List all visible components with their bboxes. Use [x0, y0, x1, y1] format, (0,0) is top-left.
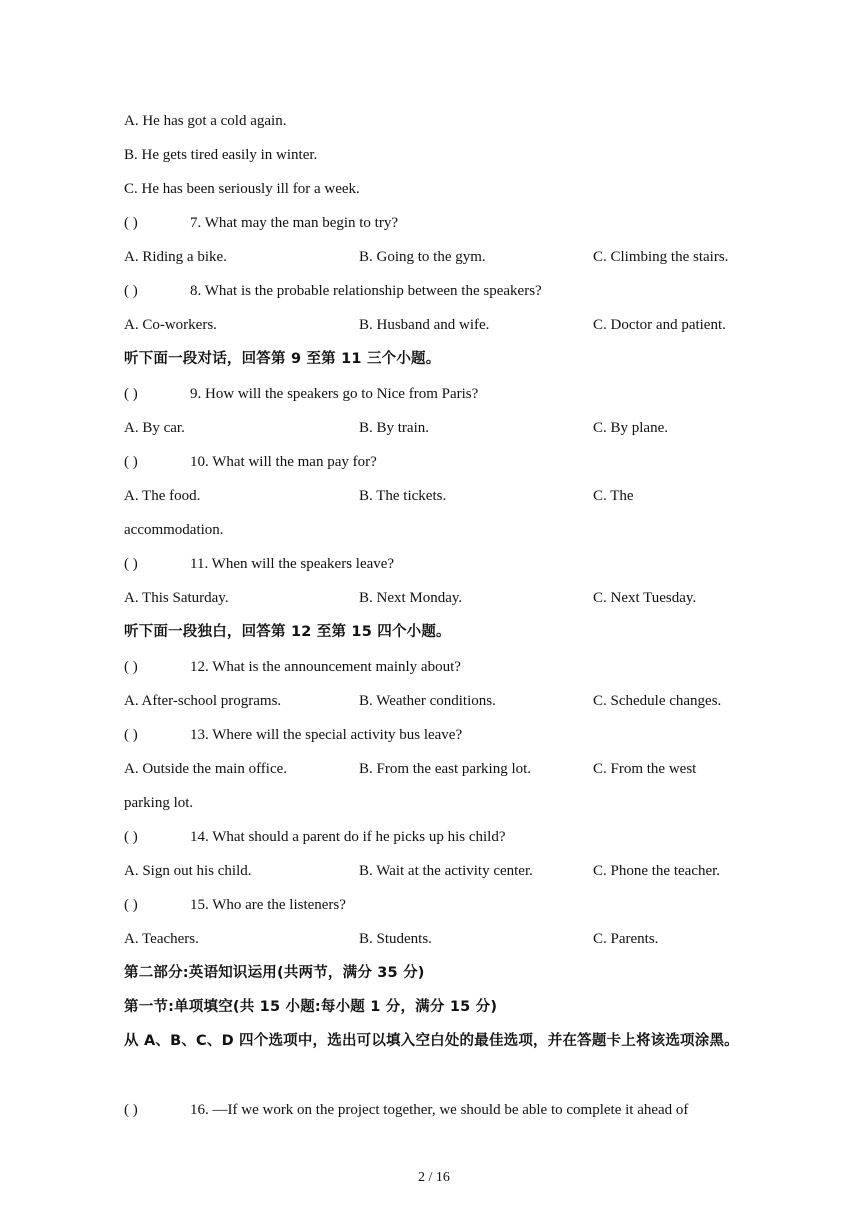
q8-option-a: A. Co-workers.	[124, 317, 217, 333]
q7-option-b: B. Going to the gym.	[359, 249, 486, 265]
q10-option-a: A. The food.	[124, 488, 201, 504]
q10-option-b: B. The tickets.	[359, 488, 447, 504]
answer-blank: ( )	[124, 829, 138, 845]
q9-stem: ( ) 9. How will the speakers go to Nice from Paris?	[124, 386, 479, 402]
q12-option-b: B. Weather conditions.	[359, 693, 496, 709]
part2-instruction: 从 A、B、C、D 四个选项中，选出可以填入空白处的最佳选项，并在答题卡上将该选项涂黑。	[124, 1033, 739, 1049]
answer-blank: ( )	[124, 454, 138, 470]
q8-option-c: C. Doctor and patient.	[593, 317, 726, 333]
q11-option-b: B. Next Monday.	[359, 590, 463, 606]
q13-stem: ( ) 13. Where will the special activity bus leave?	[124, 727, 463, 743]
q13-option-c: C. From the west	[593, 761, 697, 777]
q15-stem: ( ) 15. Who are the listeners?	[124, 897, 346, 913]
q10-option-c-continued: accommodation.	[124, 522, 224, 538]
q11-option-c: C. Next Tuesday.	[593, 590, 697, 606]
q10-stem: ( ) 10. What will the man pay for?	[124, 454, 377, 470]
q9-option-a: A. By car.	[124, 420, 185, 436]
q11-option-a: A. This Saturday.	[124, 590, 229, 606]
answer-blank: ( )	[124, 283, 138, 299]
q13-option-c-continued: parking lot.	[124, 795, 194, 811]
q6-option-c: C. He has been seriously ill for a week.	[124, 181, 360, 197]
answer-blank: ( )	[124, 1102, 138, 1118]
answer-blank: ( )	[124, 386, 138, 402]
answer-blank: ( )	[124, 215, 138, 231]
q6-option-b: B. He gets tired easily in winter.	[124, 147, 318, 163]
part2-section1-title: 第一节:单项填空(共 15 小题:每小题 1 分，满分 15 分)	[124, 999, 498, 1015]
q12-option-a: A. After-school programs.	[124, 693, 282, 709]
answer-blank: ( )	[124, 659, 138, 675]
q7-option-c: C. Climbing the stairs.	[593, 249, 729, 265]
section-heading-12-15: 听下面一段独白，回答第 12 至第 15 四个小题。	[124, 624, 451, 640]
answer-blank: ( )	[124, 897, 138, 913]
q12-option-c: C. Schedule changes.	[593, 693, 722, 709]
q14-option-a: A. Sign out his child.	[124, 863, 252, 879]
q15-option-c: C. Parents.	[593, 931, 659, 947]
q9-option-c: C. By plane.	[593, 420, 668, 436]
q14-option-c: C. Phone the teacher.	[593, 863, 721, 879]
q8-option-b: B. Husband and wife.	[359, 317, 490, 333]
q7-stem: ( ) 7. What may the man begin to try?	[124, 215, 399, 231]
q7-option-a: A. Riding a bike.	[124, 249, 227, 265]
q11-stem: ( ) 11. When will the speakers leave?	[124, 556, 395, 572]
q15-option-b: B. Students.	[359, 931, 432, 947]
q6-option-a: A. He has got a cold again.	[124, 113, 287, 129]
page-number: 2 / 16	[418, 1170, 450, 1185]
q12-stem: ( ) 12. What is the announcement mainly about?	[124, 659, 461, 675]
section-heading-9-11: 听下面一段对话，回答第 9 至第 11 三个小题。	[124, 351, 441, 367]
answer-blank: ( )	[124, 556, 138, 572]
q15-option-a: A. Teachers.	[124, 931, 199, 947]
q14-option-b: B. Wait at the activity center.	[359, 863, 533, 879]
answer-blank: ( )	[124, 727, 138, 743]
q16-stem: ( ) 16. —If we work on the project together, we should be able to complete it ahead of	[124, 1102, 689, 1118]
q10-option-c: C. The	[593, 488, 634, 504]
part2-title: 第二部分:英语知识运用(共两节，满分 35 分)	[124, 965, 425, 981]
q8-stem: ( ) 8. What is the probable relationship between the speakers?	[124, 283, 542, 299]
q13-option-b: B. From the east parking lot.	[359, 761, 532, 777]
q13-option-a: A. Outside the main office.	[124, 761, 288, 777]
q9-option-b: B. By train.	[359, 420, 429, 436]
q14-stem: ( ) 14. What should a parent do if he picks up his child?	[124, 829, 506, 845]
